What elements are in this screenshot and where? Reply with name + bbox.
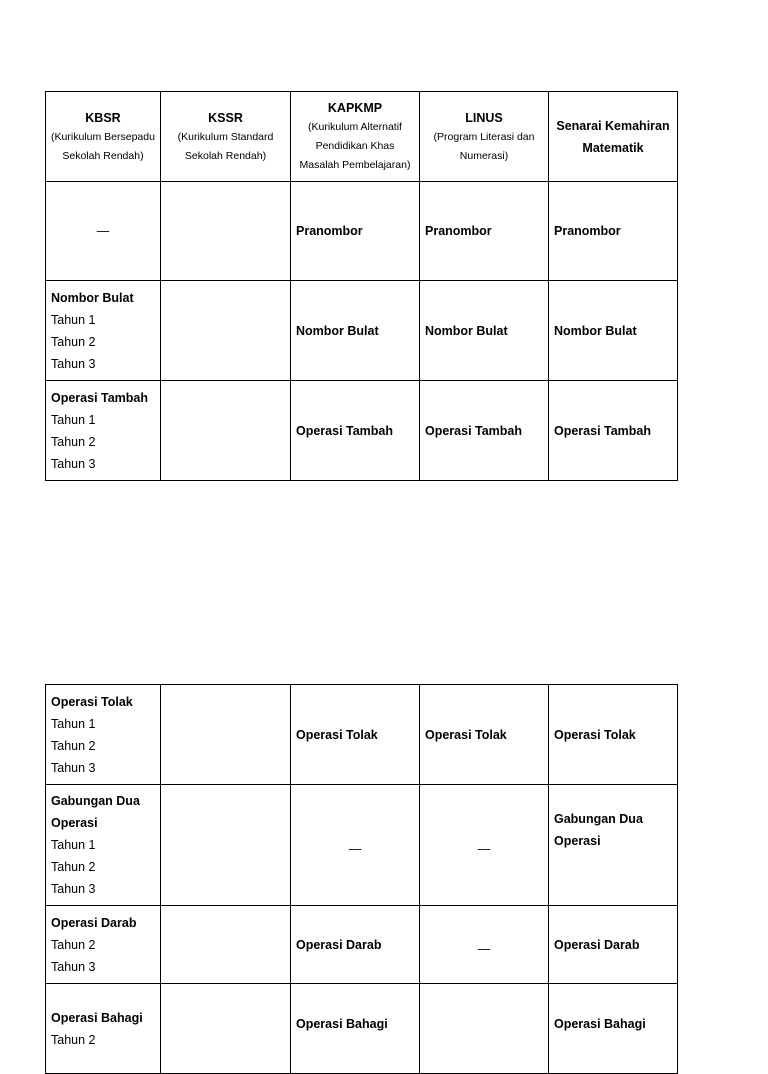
year-label: Tahun 2 [51, 434, 96, 449]
senarai-cell [549, 685, 678, 785]
kbsr-topic: Operasi Tolak [51, 694, 133, 709]
header-kbsr [46, 92, 161, 182]
kssr-cell [161, 906, 291, 984]
header-linus [420, 92, 549, 182]
kapkmp-cell [291, 281, 420, 381]
skill-label: Pranombor [425, 224, 492, 238]
year-label: Tahun 3 [51, 959, 96, 974]
table-row [46, 685, 678, 785]
kssr-cell [161, 685, 291, 785]
linus-cell [420, 785, 549, 906]
header-senarai [549, 92, 678, 182]
senarai-cell [549, 785, 678, 906]
header-kssr [161, 92, 291, 182]
kbsr-cell [46, 906, 161, 984]
kssr-cell [161, 381, 291, 481]
skill-label: Pranombor [554, 224, 621, 238]
header-title: KAPKMP [327, 101, 383, 115]
header-title: KSSR [208, 110, 243, 125]
kbsr-cell [46, 182, 161, 281]
skill-label: Operasi Darab [554, 937, 640, 952]
kapkmp-cell [291, 381, 420, 481]
skill-label: Nombor Bulat [554, 323, 637, 338]
kssr-cell [161, 984, 291, 1074]
header-subtitle: (Kurikulum Alternatif Pendidikan Khas Masalah Pembelajaran) [299, 121, 411, 171]
empty-dash: — [96, 224, 110, 238]
kapkmp-cell [291, 785, 420, 906]
kssr-cell [161, 182, 291, 281]
header-subtitle: (Kurikulum Standard Sekolah Rendah) [177, 130, 274, 162]
year-label: Tahun 1 [51, 412, 96, 427]
kapkmp-cell [291, 906, 420, 984]
kssr-cell [161, 281, 291, 381]
skill-label: Pranombor [296, 224, 363, 238]
kbsr-topic: Gabungan Dua Operasi [51, 794, 140, 830]
table-row [46, 381, 678, 481]
year-label: Tahun 2 [51, 738, 96, 753]
header-title: LINUS [465, 110, 503, 125]
kbsr-topic: Operasi Bahagi [51, 1010, 143, 1025]
kbsr-cell [46, 381, 161, 481]
kbsr-cell [46, 785, 161, 906]
senarai-cell [549, 182, 678, 281]
linus-cell [420, 281, 549, 381]
header-title: Senarai Kemahiran Matematik [556, 118, 670, 155]
year-label: Tahun 2 [51, 1032, 96, 1047]
kbsr-topic: Nombor Bulat [51, 290, 134, 305]
year-label: Tahun 2 [51, 860, 96, 874]
skill-label: Operasi Tambah [296, 423, 394, 438]
linus-cell [420, 984, 549, 1074]
linus-cell [420, 381, 549, 481]
header-subtitle: (Program Literasi dan Numerasi) [433, 130, 535, 162]
linus-cell [420, 182, 549, 281]
year-label: Tahun 1 [51, 312, 96, 327]
table-row [46, 281, 678, 381]
empty-dash: — [477, 941, 491, 956]
empty-dash: — [477, 842, 491, 856]
kbsr-cell [46, 685, 161, 785]
skill-label: Operasi Bahagi [554, 1017, 646, 1031]
year-label: Tahun 2 [51, 937, 96, 952]
skill-label: Nombor Bulat [425, 323, 508, 338]
year-label: Tahun 3 [51, 760, 96, 775]
skill-label: Operasi Tolak [425, 727, 507, 742]
header-title: KBSR [85, 110, 121, 125]
table-row [46, 984, 678, 1074]
table-row [46, 785, 678, 906]
kbsr-topic: Operasi Tambah [51, 390, 149, 405]
year-label: Tahun 3 [51, 356, 96, 371]
empty-dash: — [348, 842, 362, 856]
table-row [46, 182, 678, 281]
year-label: Tahun 3 [51, 882, 96, 896]
kapkmp-cell [291, 685, 420, 785]
kapkmp-cell [291, 984, 420, 1074]
year-label: Tahun 1 [51, 716, 96, 731]
kapkmp-cell [291, 182, 420, 281]
senarai-cell [549, 984, 678, 1074]
year-label: Tahun 2 [51, 334, 96, 349]
kbsr-cell [46, 281, 161, 381]
skill-label: Operasi Tolak [554, 727, 636, 742]
year-label: Tahun 3 [51, 456, 96, 471]
linus-cell [420, 685, 549, 785]
table-row [46, 906, 678, 984]
skill-label: Operasi Tambah [554, 423, 652, 438]
skill-label: Operasi Darab [296, 937, 382, 952]
linus-cell [420, 906, 549, 984]
curriculum-table-2 [45, 684, 678, 1074]
header-subtitle: (Kurikulum Bersepadu Sekolah Rendah) [51, 130, 155, 162]
header-row [46, 92, 678, 182]
skill-label: Gabungan Dua Operasi [554, 812, 643, 848]
skill-label: Nombor Bulat [296, 323, 379, 338]
kssr-cell [161, 785, 291, 906]
kbsr-cell [46, 984, 161, 1074]
senarai-cell [549, 906, 678, 984]
skill-label: Operasi Tambah [425, 423, 523, 438]
curriculum-table-1 [45, 91, 678, 481]
year-label: Tahun 1 [51, 838, 96, 852]
senarai-cell [549, 281, 678, 381]
skill-label: Operasi Bahagi [296, 1017, 388, 1031]
senarai-cell [549, 381, 678, 481]
kbsr-topic: Operasi Darab [51, 915, 137, 930]
header-kapkmp [291, 92, 420, 182]
skill-label: Operasi Tolak [296, 727, 378, 742]
